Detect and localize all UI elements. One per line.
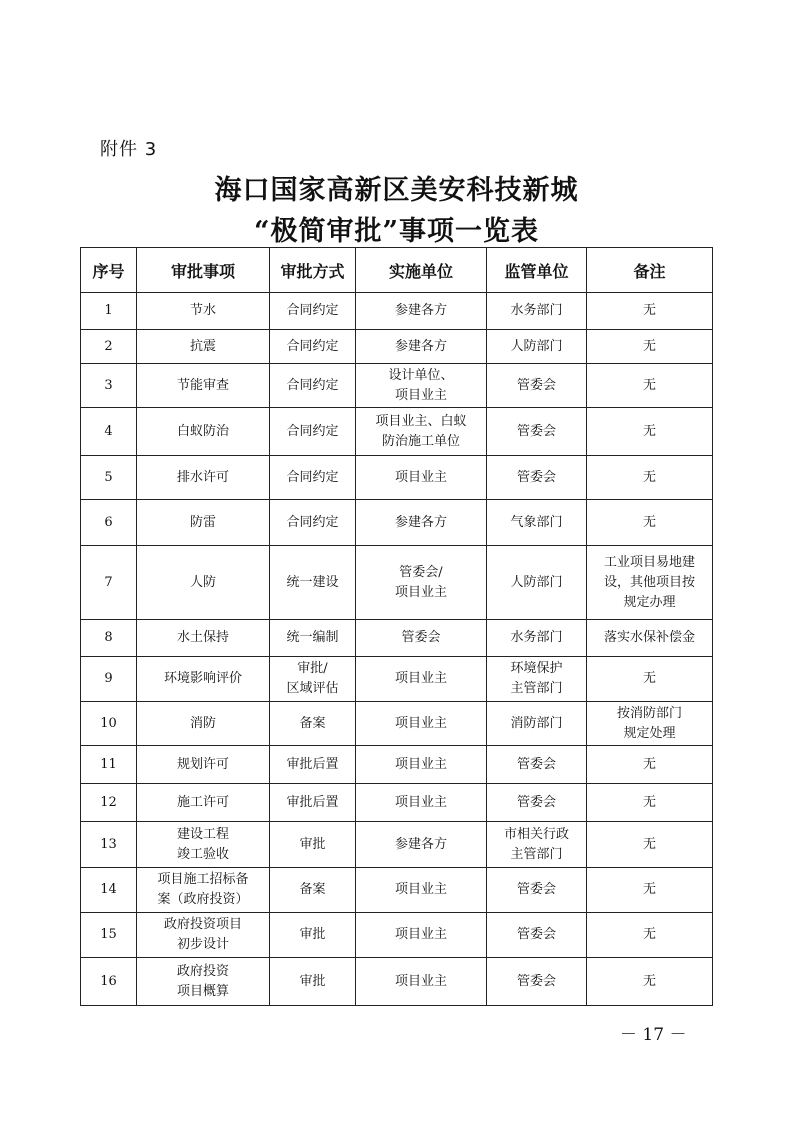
cell-index: 1: [81, 293, 137, 330]
cell-supervisor: 管委会: [487, 456, 587, 500]
column-header-supervisor: 监管单位: [487, 248, 587, 293]
cell-method: 审批: [270, 822, 356, 868]
cell-implementer: 参建各方: [356, 330, 487, 364]
cell-index: 6: [81, 500, 137, 546]
cell-remarks: 落实水保补偿金: [587, 620, 713, 657]
table-row: [81, 913, 713, 958]
attachment-label: 附件 3: [100, 139, 158, 160]
cell-supervisor: 管委会: [487, 784, 587, 822]
table-row: [81, 958, 713, 1006]
cell-implementer: 项目业主: [356, 784, 487, 822]
cell-remarks: 无: [587, 784, 713, 822]
table-row: [81, 746, 713, 784]
cell-index: 4: [81, 408, 137, 456]
cell-method: 备案: [270, 702, 356, 746]
cell-method: 合同约定: [270, 500, 356, 546]
cell-method: 审批/ 区域评估: [270, 657, 356, 702]
cell-item: 消防: [137, 702, 270, 746]
cell-implementer: 项目业主: [356, 868, 487, 913]
table-row: [81, 293, 713, 330]
cell-supervisor: 管委会: [487, 958, 587, 1006]
cell-implementer: 项目业主: [356, 456, 487, 500]
cell-method: 合同约定: [270, 408, 356, 456]
cell-index: 12: [81, 784, 137, 822]
cell-implementer: 项目业主: [356, 958, 487, 1006]
table-row: [81, 364, 713, 408]
table-row: [81, 657, 713, 702]
table-header-row: [81, 248, 713, 293]
column-header-remarks: 备注: [587, 248, 713, 293]
cell-item: 施工许可: [137, 784, 270, 822]
cell-method: 审批后置: [270, 784, 356, 822]
cell-implementer: 管委会/ 项目业主: [356, 546, 487, 620]
cell-implementer: 项目业主、白蚁 防治施工单位: [356, 408, 487, 456]
document-subtitle: “极简审批”事项一览表: [253, 216, 540, 247]
cell-remarks: 无: [587, 746, 713, 784]
cell-implementer: 管委会: [356, 620, 487, 657]
table-row: [81, 868, 713, 913]
cell-remarks: 无: [587, 408, 713, 456]
cell-index: 11: [81, 746, 137, 784]
cell-remarks: 按消防部门 规定处理: [587, 702, 713, 746]
document-title: 海口国家高新区美安科技新城: [214, 175, 579, 206]
cell-implementer: 设计单位、 项目业主: [356, 364, 487, 408]
table-row: [81, 330, 713, 364]
cell-supervisor: 水务部门: [487, 620, 587, 657]
cell-item: 水土保持: [137, 620, 270, 657]
page-number: － 17 －: [620, 1025, 687, 1045]
cell-method: 审批: [270, 913, 356, 958]
cell-index: 8: [81, 620, 137, 657]
cell-index: 7: [81, 546, 137, 620]
table-row: [81, 546, 713, 620]
table-row: [81, 822, 713, 868]
cell-remarks: 无: [587, 293, 713, 330]
cell-remarks: 无: [587, 364, 713, 408]
cell-index: 10: [81, 702, 137, 746]
cell-method: 合同约定: [270, 364, 356, 408]
cell-item: 白蚁防治: [137, 408, 270, 456]
cell-supervisor: 人防部门: [487, 330, 587, 364]
cell-supervisor: 市相关行政 主管部门: [487, 822, 587, 868]
cell-supervisor: 管委会: [487, 913, 587, 958]
cell-remarks: 工业项目易地建 设，其他项目按 规定办理: [587, 546, 713, 620]
cell-index: 9: [81, 657, 137, 702]
cell-supervisor: 管委会: [487, 868, 587, 913]
cell-item: 规划许可: [137, 746, 270, 784]
cell-supervisor: 消防部门: [487, 702, 587, 746]
cell-implementer: 项目业主: [356, 913, 487, 958]
cell-remarks: 无: [587, 913, 713, 958]
cell-supervisor: 管委会: [487, 746, 587, 784]
cell-method: 合同约定: [270, 330, 356, 364]
cell-remarks: 无: [587, 456, 713, 500]
cell-item: 政府投资 项目概算: [137, 958, 270, 1006]
table-row: [81, 620, 713, 657]
cell-supervisor: 管委会: [487, 364, 587, 408]
cell-implementer: 参建各方: [356, 293, 487, 330]
table-row: [81, 500, 713, 546]
cell-remarks: 无: [587, 500, 713, 546]
table-row: [81, 456, 713, 500]
cell-remarks: 无: [587, 868, 713, 913]
cell-implementer: 项目业主: [356, 657, 487, 702]
cell-remarks: 无: [587, 330, 713, 364]
cell-supervisor: 环境保护 主管部门: [487, 657, 587, 702]
column-header-method: 审批方式: [270, 248, 356, 293]
cell-item: 政府投资项目 初步设计: [137, 913, 270, 958]
cell-method: 合同约定: [270, 456, 356, 500]
approval-items-table: [80, 247, 713, 1006]
cell-supervisor: 水务部门: [487, 293, 587, 330]
cell-supervisor: 气象部门: [487, 500, 587, 546]
cell-remarks: 无: [587, 822, 713, 868]
cell-remarks: 无: [587, 657, 713, 702]
cell-implementer: 项目业主: [356, 702, 487, 746]
cell-item: 建设工程 竣工验收: [137, 822, 270, 868]
cell-index: 3: [81, 364, 137, 408]
column-header-implementer: 实施单位: [356, 248, 487, 293]
table-row: [81, 408, 713, 456]
cell-index: 2: [81, 330, 137, 364]
cell-method: 审批: [270, 958, 356, 1006]
cell-index: 13: [81, 822, 137, 868]
table-row: [81, 702, 713, 746]
column-header-index: 序号: [81, 248, 137, 293]
cell-item: 防雷: [137, 500, 270, 546]
cell-method: 备案: [270, 868, 356, 913]
cell-item: 排水许可: [137, 456, 270, 500]
cell-index: 15: [81, 913, 137, 958]
cell-implementer: 参建各方: [356, 822, 487, 868]
cell-index: 14: [81, 868, 137, 913]
cell-supervisor: 管委会: [487, 408, 587, 456]
cell-method: 统一编制: [270, 620, 356, 657]
cell-method: 统一建设: [270, 546, 356, 620]
cell-remarks: 无: [587, 958, 713, 1006]
cell-implementer: 参建各方: [356, 500, 487, 546]
cell-item: 节能审查: [137, 364, 270, 408]
cell-index: 5: [81, 456, 137, 500]
cell-method: 审批后置: [270, 746, 356, 784]
cell-item: 节水: [137, 293, 270, 330]
cell-item: 抗震: [137, 330, 270, 364]
cell-item: 人防: [137, 546, 270, 620]
cell-supervisor: 人防部门: [487, 546, 587, 620]
cell-item: 项目施工招标备 案（政府投资）: [137, 868, 270, 913]
cell-index: 16: [81, 958, 137, 1006]
table-row: [81, 784, 713, 822]
column-header-item: 审批事项: [137, 248, 270, 293]
cell-implementer: 项目业主: [356, 746, 487, 784]
cell-method: 合同约定: [270, 293, 356, 330]
cell-item: 环境影响评价: [137, 657, 270, 702]
